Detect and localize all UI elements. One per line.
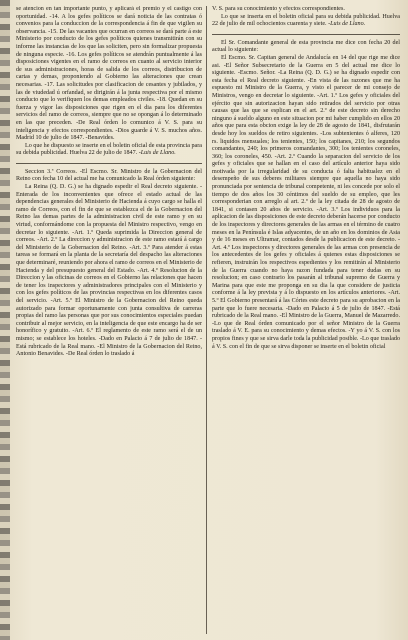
left-continuation-text: se atencion en tan importante punto, y aplicará el premio y el castigo con oportunidad. -14. A los gefes políticos se dará noticia de las contratas ó convenios para la conduccion de la correspondencia á fin de que vigilen su observancia. -15. De las vacantes que ocurran en correos se dará parte á este Ministerio por conducto de los gefes políticos quienes transmitirán con su informe las instancias de los que las soliciten, pero sin formalizar propuesta de ninguna especie. -16. Los gefes políticos se atendrán puntualmente á las disposiciones vigentes en el ramo de correos en cuanto al servicio interior de sus administraciones, horas de salida de los correos, distribucion de cartas y demas, proponiendo al Gobierno las alteraciones que crean necesarias. -17. Las solicitudes por clasificacion de cesantes y jubilados, y las de viudedad ú orfandad, se dirigirán á la junta respectiva por el mismo conducto que lo verifiquen los demas empleados civiles. -18. Quedan en su fuerza y vigor las disposiciones que rigen en el dia para los diferentes servicios del ramo de correos, siempre que no se opongan á lo determinado en las que preceden. -De Real órden lo comunico á V. S. para su inteligencia y efectos correspondientes. -Dios guarde á V. S. muchos años. Madrid 10 de julio de 1847. -Benavides. (16, 6, 202, 142)
comandante-notice-heading: El Sr. Comandante general de esta provincia me dice con fecha 20 del actual lo siguiente: (212, 39, 400, 54)
right-insertion-notice (212, 14, 400, 29)
left-signature: Luis de Llano. (140, 150, 176, 157)
right-signature: Luis de Llano. (330, 21, 366, 28)
left-insertion-text: Lo que he dispuesto se inserte en el boletin oficial de esta provincia para su debida publicidad. Huelva 22 de julio de 1847. - (16, 142, 202, 157)
right-column (212, 6, 400, 634)
correos-decree-text: La Reina (Q. D. G.) se ha dignado espedir el Real decreto siguiente. -Enterada de los inconvenientes que ofrece el estado actual de las dependencias generales del Ministerio de Hacienda á cuyo cargo se halla el ramo de Correos, con el fin de que se establezca el de la Gobernacion del Reino las demas partes de la administracion civil de este ramo y en su virtud, conformándome con la propuesta del Ministro respectivo, vengo en decretar lo siguiente. -Art. 1.º Queda suprimida la Direccion general de correos. -Art. 2.º La direccion y administracion de este ramo estará á cargo del Ministerio de la Gobernacion del Reino. -Art. 3.º Para atender á estas tareas se formará en la planta de la secretaría del despacho las alteraciones que determinaré, reuniendo por ahora el ramo de correos en el Ministerio de Hacienda y del presupuesto general del Estado. -Art. 4.º Resolucion de la Direccion y las oficinas de correos en el Gobierno las relaciones que hacen de tener los inspectores y administradores principales con el Ministerio y con los gefes políticos de las provincias respectivas en los diferentes casos del servicio. -Art. 5.º El Ministro de la Gobernacion del Reino queda autorizado para formar oportunamente con junta consultiva de carreras propias del ramo las personas que por sus conocimientos especiales puedan contribuir al mejor servicio, en la inteligencia de que este encargo ha de ser honorífico y gratuito. -Art. 6.º El reglamento de este ramo será el de un mismo; se establece los hoteles. -Dado en Palacio á 7 de julio de 1847. -Está rubricado de la Real mano. -El Ministro de la Gobernacion del Reino, Antonio Benavides. -De Real órden lo traslado á (16, 184, 202, 358)
section-divider (16, 163, 202, 164)
left-column (16, 6, 202, 634)
guerra-decree-text: El Escmo. Sr. Capitan general de Andalucía en 14 del que rige me dice asi. -El Señor Subsecretario de la Guerra en 5 del actual me dice lo siguiente. -Escmo. Señor. -La Reina (Q. D. G.) se ha dignado espedir con esta fecha el Real decreto siguiente. -En vista de las razones que me ha espuesto mi Ministro de la Guerra, y visto el parecer de mi consejo de Ministros, vengo en decretar lo siguiente. -Art. 1.º Los gefes y oficiales del ejército que sin autorizacion hayan sido retirados del servicio por otras causas que las que se esplican en el art. 2.º de este decreto sin derecho ninguno á sueldo alguno en este situacion por mi haber cumplido en ellos 20 años que para esta obcion exige la ley de 28 de agosto de 1841, disfrutarán desde hoy los sueldos de retiro siguientes. -Los subtenientes ó alferes, 120 rs. liquidos mensuales; los tenientes, 150; los capitanes, 210; los segundos comandantes, 240; los primeros comandantes, 300; los tenientes coroneles, 360; los coroneles, 450. -Art. 2.º Cuando la separacion del servicio de los gefes y oficiales que se hallan en el caso del artículo anterior haya sido motivada por la irregularidad de su conducta ó falta habitualez en el desempeño de sus deberes militares siempre que aquella no haya sido pronunciada por sentencia de tribunal competente, ni les concede por solo el tiempo de dos años los 30 céntimos del sueldo de su empleo, que les corresponderian con arreglo al art. 2.º de la ley citada de 28 de agosto de 1841, si contasen 20 años de servicio. -Art. 3.º Los individuos para la aplicacion de las disposiciones de este decreto deberán hacerse por conducto de los inspectores y directores generales de las armas en el término de cuatro meses en la Península é Islas adyacentes, de un año en los dominios de Asia y de 16 meses en Ultramar, contados desde la publicacion de este decreto. -Art. 4.º Los inspectores y directores generales de las armas con presencia de los antecedentes de los gefes y oficiales á quienes estas disposiciones se refieren, instruirán los respectivos espedientes y los remitirán al Ministerio de la Guerra cuando no haya razon fundada para tener dudas en su resolucion; en caso contrario los pasarán al tribunal supremo de Guerra y Marina para que este me proponga en su dia la que considere de justicia conforme á la ley prevista y á lo dispuesto en los artículos anteriores. -Art. 5.º El Gobierno presentará á las Córtes este decreto para su aprobacion en la parte que lo fuere necesaria. -Dado en Palacio á 5 de julio de 1847. -Está rubricado de la Real mano. -El Ministro de la Guerra, Manuel de Mazarredo. -Lo que de Real órden comunicado por el señor Ministro de la Guerra traslado á V. E. para su conocimiento y demas efectos. -Y yo á V. S. con los propios fines y que se sirva darle toda la publicidad posible. -Lo que traslado á V. S. con el fin de que se sirva disponer se inserte en el boletin oficial (212, 54, 400, 350)
right-insertion-text: Lo que se inserta en el boletin oficial para su debida publicidad. Huelva 22 de julio de mil ochocientos cuarenta y siete. - (212, 13, 400, 28)
binding-edge (0, 0, 10, 640)
correos-section-heading: Seccion 3.ª Correos. -El Escmo. Sr. Ministro de la Gobernacion del Reino con fecha 10 del actual me ha comunicado la Real órden siguiente: (16, 168, 202, 183)
section-divider (212, 34, 400, 35)
right-continuation-text: V. S. para su conocimiento y efectos correspondientes. (212, 6, 345, 12)
column-rule (206, 6, 207, 634)
left-insertion-notice (16, 143, 202, 158)
